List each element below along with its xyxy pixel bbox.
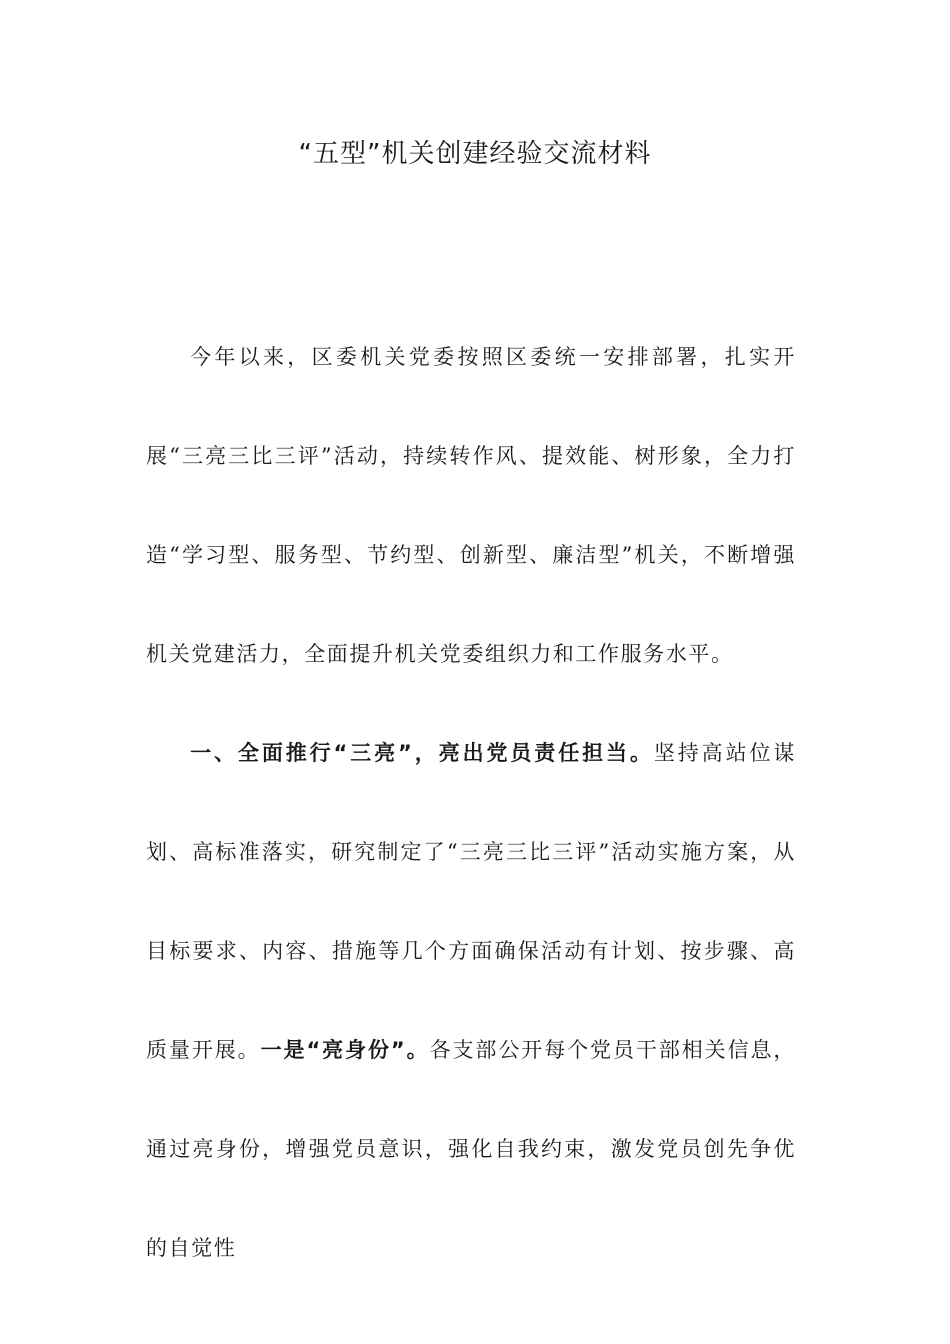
subsection-text: 各支部公开每个党员干部相关信息，通过亮身份，增强党员意识，强化自我约束，激发党员创先争优的自觉性 [146,1038,797,1260]
paragraph-intro-text: 今年以来，区委机关党委按照区委统一安排部署，扎实开展“三亮三比三评”活动，持续转作风、提效能、树形象，全力打造“学习型、服务型、节约型、创新型、廉洁型”机关，不断增强机关党建活力，全面提升机关党委组织力和工作服务水平。 [146,345,796,666]
paragraph-intro [146,308,796,704]
document-body [146,308,796,1298]
paragraph-section-one [146,704,796,1298]
section-text: 坚持高站位谋划、高标准落实，研究制定了“三亮三比三评”活动实施方案，从目标要求、内容、措施等几个方面确保活动有计划、按步骤、高质量开展。 [146,741,796,1062]
section-heading: 一、全面推行“三亮”，亮出党员责任担当。 [190,741,654,765]
subsection-heading: 一是“亮身份”。 [260,1038,430,1062]
document-title: “五型”机关创建经验交流材料 [298,139,652,169]
